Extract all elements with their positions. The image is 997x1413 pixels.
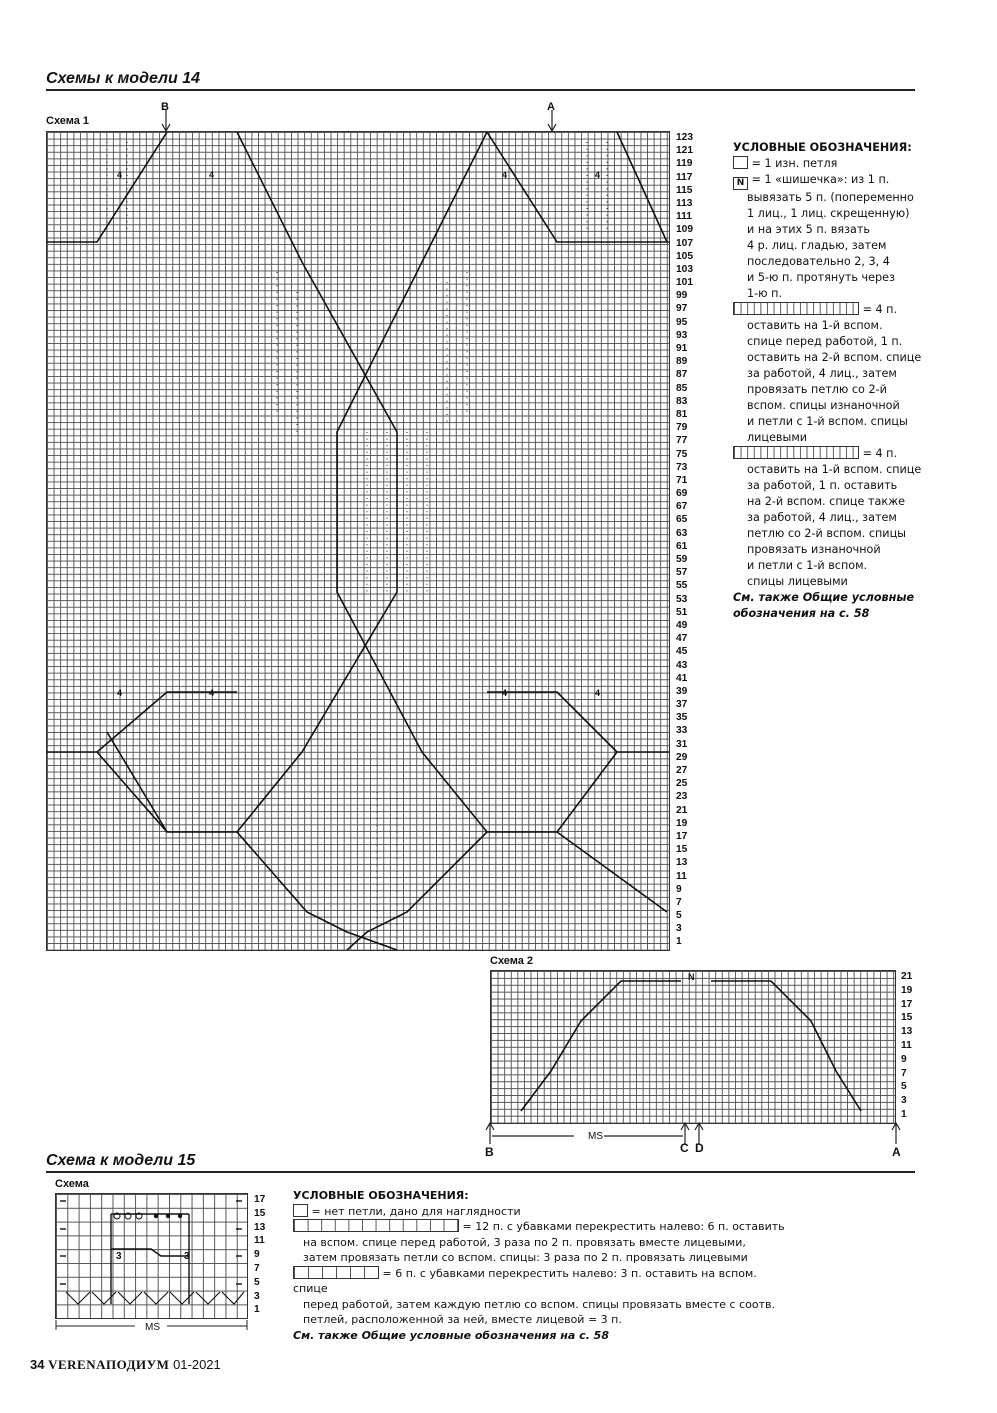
row-number: 95 <box>676 316 688 328</box>
row-number: 7 <box>254 1262 260 1274</box>
scheme2-arrows-icon <box>484 1122 904 1162</box>
cable-label: 4 <box>209 170 215 180</box>
row-number: 105 <box>676 250 693 262</box>
cable-label: 4 <box>117 170 123 180</box>
row-number: 75 <box>676 448 688 460</box>
model15-cable-label: 3 <box>116 1251 122 1262</box>
row-number: 25 <box>676 778 688 790</box>
row-number: 113 <box>676 197 693 209</box>
model15-legend <box>293 1188 793 1343</box>
legend-heading: УСЛОВНЫЕ ОБОЗНАЧЕНИЯ: <box>733 141 912 154</box>
row-number: 47 <box>676 633 688 645</box>
row-number: 55 <box>676 580 688 592</box>
legend-item-no-stitch: = нет петли, дано для наглядности <box>293 1204 793 1220</box>
empty-cell-icon <box>733 156 748 169</box>
issue: 01-2021 <box>173 1357 221 1372</box>
row-number: 73 <box>676 461 688 473</box>
row-number: 21 <box>901 971 913 982</box>
row-number: 5 <box>676 910 682 922</box>
model15-row-numbers <box>254 1193 265 1317</box>
row-number: 97 <box>676 303 688 315</box>
scheme2-ms: MS <box>588 1131 603 1142</box>
marker-b-top: B <box>161 101 169 113</box>
row-number: 3 <box>676 923 682 935</box>
row-number: 7 <box>676 896 682 908</box>
row-number: 13 <box>676 857 688 869</box>
marker-a-top: A <box>547 101 555 113</box>
bobble-icon: N <box>733 177 748 190</box>
scheme1-cable-pattern <box>47 132 669 950</box>
scheme2-label: Схема 2 <box>490 955 534 967</box>
row-number: 49 <box>676 619 688 631</box>
row-number: 9 <box>901 1053 907 1065</box>
row-number: 103 <box>676 263 693 275</box>
model15-legend-heading: УСЛОВНЫЕ ОБОЗНАЧЕНИЯ: <box>293 1189 469 1202</box>
scheme1-row-numbers <box>676 131 693 949</box>
row-number: 15 <box>901 1012 913 1024</box>
model14-legend <box>733 140 933 622</box>
row-number: 109 <box>676 224 693 236</box>
row-number: 43 <box>676 659 688 671</box>
cable-label: 4 <box>209 688 215 698</box>
row-number: 51 <box>676 606 688 618</box>
scheme1-label: Схема 1 <box>46 115 90 127</box>
legend-item-6-cross: = 6 п. с убавками перекрестить налево: 3 п. оставить на вспом. спице перед работой, затем каждую петлю со вспом. спицы провязать вместе с соотв. петлей, расположенной за ней, вместе лицевой = 3 п. <box>293 1266 775 1326</box>
row-number: 83 <box>676 395 688 407</box>
decrease-cross-icon <box>293 1219 459 1232</box>
legend-item-cable-back: = 4 п. оставить на 1-й вспом. спице за работой, 1 п. оставить на 2-й вспом. спице также за работой, 4 лиц., затем петлю со 2-й вспом. спицы провязать изнаночной и петли с 1-й вспом. спицы лицевыми <box>733 446 933 590</box>
row-number: 21 <box>676 804 688 816</box>
model15-pattern <box>56 1194 247 1318</box>
cable-label: 4 <box>502 688 508 698</box>
model15-title: Схема к модели 15 <box>46 1152 196 1169</box>
row-number: 61 <box>676 540 688 552</box>
row-number: 99 <box>676 290 688 302</box>
row-number: 17 <box>676 830 688 842</box>
legend-item-purl: = 1 изн. петля <box>733 156 933 172</box>
row-number: 111 <box>676 211 692 223</box>
row-number: 79 <box>676 422 688 434</box>
row-number: 29 <box>676 751 688 763</box>
row-number: 115 <box>676 184 693 196</box>
row-number: 37 <box>676 699 688 711</box>
row-number: 35 <box>676 712 688 724</box>
row-number: 53 <box>676 593 688 605</box>
cable-front-icon <box>733 302 859 315</box>
row-number: 15 <box>254 1207 266 1219</box>
row-number: 17 <box>254 1194 266 1205</box>
row-number: 19 <box>901 984 913 996</box>
title-rule <box>46 89 915 91</box>
cable-label: 4 <box>117 688 123 698</box>
row-number: 5 <box>254 1276 260 1288</box>
row-number: 13 <box>254 1221 266 1233</box>
row-number: 91 <box>676 343 688 354</box>
row-number: 1 <box>901 1108 907 1120</box>
row-number: 121 <box>676 145 693 157</box>
row-number: 69 <box>676 488 688 500</box>
row-number: 9 <box>254 1249 260 1261</box>
legend-item-bobble: N = 1 «шишечка»: из 1 п. вывязать 5 п. (попеременно 1 лиц., 1 лиц. скрещенную) и на этих 5 п. вязать 4 р. лиц. гладью, затем последовательно 2, 3, 4 и 5-ю п. протянуть через 1-ю п. <box>733 172 933 302</box>
row-number: 3 <box>901 1095 907 1107</box>
row-number: 3 <box>254 1290 260 1302</box>
bobble-cell: N <box>688 972 695 982</box>
row-number: 71 <box>676 474 688 486</box>
model15-grid <box>55 1193 248 1319</box>
model15-ms: MS <box>145 1322 160 1333</box>
legend-item-cable-front: = 4 п. оставить на 1-й вспом. спице перед работой, 1 п. оставить на 2-й вспом. спице за работой, 4 лиц., затем провязать петлю со 2-й вспом. спицы изнаночной и петли с 1-й вспом. спицы лицевыми <box>733 302 933 446</box>
row-number: 31 <box>676 738 688 750</box>
row-number: 117 <box>676 171 693 183</box>
legend-item-12-cross: = 12 п. с убавками перекрестить налево: 6 п. оставить на вспом. спице перед работой, 3 раза по 2 п. провязать вместе лицевыми, затем провязать петли со вспом. спицы: 3 раза по 2 п. провязать лицевыми <box>293 1219 793 1266</box>
model15-see-also: См. также Общие условные обозначения на с. 58 <box>293 1328 609 1342</box>
cable-label: 4 <box>595 170 601 180</box>
cable-label: 4 <box>502 170 508 180</box>
row-number: 27 <box>676 765 688 776</box>
page-footer <box>30 1357 221 1373</box>
cable-label: 4 <box>595 688 601 698</box>
dot-cross-icon <box>293 1266 379 1279</box>
row-number: 39 <box>676 685 688 697</box>
row-number: 93 <box>676 329 688 341</box>
row-number: 1 <box>676 936 682 948</box>
row-number: 5 <box>901 1081 907 1093</box>
scheme2-grid <box>490 970 896 1124</box>
row-number: 67 <box>676 501 688 513</box>
page-number: 34 <box>30 1357 45 1372</box>
row-number: 77 <box>676 435 688 447</box>
row-number: 65 <box>676 514 688 526</box>
model15-scheme-label: Схема <box>55 1178 89 1190</box>
row-number: 13 <box>901 1026 913 1038</box>
row-number: 45 <box>676 646 688 658</box>
row-number: 89 <box>676 356 688 368</box>
row-number: 119 <box>676 158 693 170</box>
row-number: 33 <box>676 725 688 737</box>
row-number: 59 <box>676 554 688 565</box>
marker-d: D <box>695 1141 704 1155</box>
row-number: 41 <box>676 672 688 684</box>
scheme1-grid <box>46 131 670 951</box>
cable-back-icon <box>733 446 859 459</box>
row-number: 11 <box>901 1039 912 1051</box>
scheme2-cable-pattern <box>491 971 895 1123</box>
row-number: 87 <box>676 369 688 381</box>
row-number: 19 <box>676 817 688 829</box>
model14-title: Схемы к модели 14 <box>46 70 201 87</box>
marker-a-bottom: A <box>892 1145 901 1159</box>
legend-see-also: См. также Общие условные обозначения на с. 58 <box>733 591 915 620</box>
row-number: 81 <box>676 408 688 420</box>
row-number: 85 <box>676 382 688 394</box>
row-number: 11 <box>254 1235 265 1247</box>
row-number: 123 <box>676 132 693 143</box>
row-number: 57 <box>676 567 688 579</box>
row-number: 7 <box>901 1067 907 1079</box>
scheme2-row-numbers <box>901 970 912 1122</box>
row-number: 107 <box>676 237 693 249</box>
row-number: 15 <box>676 844 688 856</box>
marker-c: C <box>680 1141 689 1155</box>
row-number: 1 <box>254 1304 260 1316</box>
empty-cell-icon <box>293 1204 308 1217</box>
row-number: 9 <box>676 883 682 895</box>
scheme2-markers <box>484 1122 904 1167</box>
marker-b-bottom: B <box>485 1145 494 1159</box>
row-number: 23 <box>676 791 688 803</box>
model15-rule <box>46 1171 915 1173</box>
model15-cable-label: 3 <box>184 1251 190 1262</box>
row-number: 11 <box>676 870 687 882</box>
row-number: 17 <box>901 998 913 1010</box>
magazine-brand: VERENAПОДИУМ <box>48 1357 170 1372</box>
row-number: 63 <box>676 527 688 539</box>
row-number: 101 <box>676 277 693 289</box>
